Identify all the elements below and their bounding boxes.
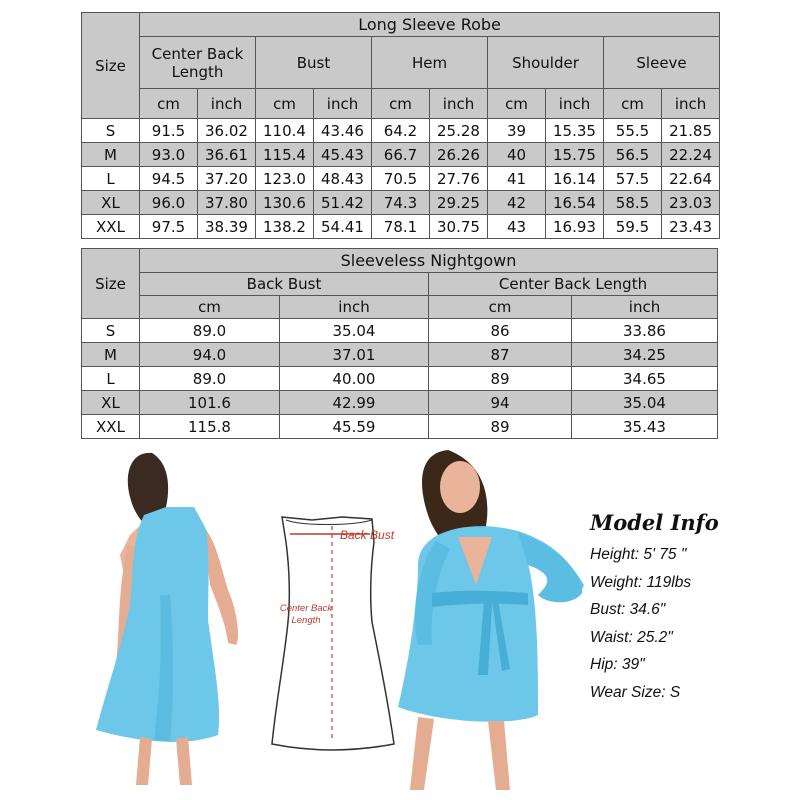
value-cell: 36.02 [198,119,256,143]
value-cell: 89 [429,415,572,439]
value-cell: 64.2 [372,119,430,143]
table-row [82,215,720,239]
value-cell: 37.20 [198,167,256,191]
robe-col-sleeve: Sleeve [604,37,720,89]
table-row [82,143,720,167]
value-cell: 34.25 [572,343,718,367]
value-cell: 35.04 [572,391,718,415]
value-cell: 94.0 [140,343,280,367]
value-cell: 89 [429,367,572,391]
value-cell: 15.75 [546,143,604,167]
value-cell: 38.39 [198,215,256,239]
model-back-photo [90,445,260,800]
value-cell: 138.2 [256,215,314,239]
unit-inch: inch [430,89,488,119]
robe-size-header: Size [82,13,140,119]
unit-inch: inch [546,89,604,119]
value-cell: 45.43 [314,143,372,167]
value-cell: 115.4 [256,143,314,167]
table-row [82,415,718,439]
value-cell: 25.28 [430,119,488,143]
value-cell: 54.41 [314,215,372,239]
model-front-photo [388,445,593,800]
table-row [82,367,718,391]
back-bust-label: Back Bust [340,528,395,542]
unit-inch: inch [572,296,718,319]
model-waist: Waist: 25.2" [590,628,673,646]
value-cell: 43 [488,215,546,239]
value-cell: 94 [429,391,572,415]
value-cell: 36.61 [198,143,256,167]
center-back-length-label [279,603,333,627]
value-cell: 86 [429,319,572,343]
size-cell: M [82,343,140,367]
value-cell: 29.25 [430,191,488,215]
value-cell: 16.93 [546,215,604,239]
size-cell: L [82,367,140,391]
value-cell: 74.3 [372,191,430,215]
gown-table-body [82,319,718,439]
gown-col-back-bust: Back Bust [140,273,429,296]
value-cell: 34.65 [572,367,718,391]
value-cell: 40 [488,143,546,167]
value-cell: 48.43 [314,167,372,191]
value-cell: 21.85 [662,119,720,143]
value-cell: 37.80 [198,191,256,215]
value-cell: 16.54 [546,191,604,215]
gown-table-title: Sleeveless Nightgown [140,249,718,273]
value-cell: 35.43 [572,415,718,439]
value-cell: 30.75 [430,215,488,239]
value-cell: 89.0 [140,367,280,391]
value-cell: 130.6 [256,191,314,215]
model-bust: Bust: 34.6" [590,601,666,618]
model-hip: Hip: 39" [590,656,645,673]
value-cell: 16.14 [546,167,604,191]
value-cell: 123.0 [256,167,314,191]
nightgown-size-table [81,248,718,439]
table-row [82,167,720,191]
unit-inch: inch [198,89,256,119]
size-cell: XXL [82,215,140,239]
value-cell: 26.26 [430,143,488,167]
value-cell: 55.5 [604,119,662,143]
value-cell: 22.64 [662,167,720,191]
gown-size-header: Size [82,249,140,319]
unit-cm: cm [604,89,662,119]
value-cell: 43.46 [314,119,372,143]
value-cell: 78.1 [372,215,430,239]
value-cell: 58.5 [604,191,662,215]
robe-col-bust: Bust [256,37,372,89]
size-cell: S [82,319,140,343]
value-cell: 70.5 [372,167,430,191]
value-cell: 51.42 [314,191,372,215]
table-row [82,119,720,143]
size-cell: S [82,119,140,143]
table-row [82,391,718,415]
size-cell: XXL [82,415,140,439]
robe-size-table [81,12,720,239]
value-cell: 115.8 [140,415,280,439]
robe-table-title: Long Sleeve Robe [140,13,720,37]
value-cell: 35.04 [280,319,429,343]
nightgown-flat-diagram [262,512,407,752]
unit-cm: cm [429,296,572,319]
value-cell: 37.01 [280,343,429,367]
table-row [82,191,720,215]
size-cell: XL [82,191,140,215]
size-cell: L [82,167,140,191]
gown-col-center-back: Center Back Length [429,273,718,296]
unit-cm: cm [140,89,198,119]
value-cell: 101.6 [140,391,280,415]
value-cell: 97.5 [140,215,198,239]
value-cell: 41 [488,167,546,191]
unit-inch: inch [314,89,372,119]
size-cell: M [82,143,140,167]
value-cell: 56.5 [604,143,662,167]
robe-col-hem: Hem [372,37,488,89]
value-cell: 93.0 [140,143,198,167]
unit-cm: cm [140,296,280,319]
unit-inch: inch [662,89,720,119]
value-cell: 22.24 [662,143,720,167]
value-cell: 45.59 [280,415,429,439]
value-cell: 23.03 [662,191,720,215]
value-cell: 39 [488,119,546,143]
value-cell: 15.35 [546,119,604,143]
value-cell: 40.00 [280,367,429,391]
value-cell: 87 [429,343,572,367]
model-info-title: Model Info [590,510,719,535]
value-cell: 33.86 [572,319,718,343]
unit-cm: cm [488,89,546,119]
model-height: Height: 5' 75 " [590,546,687,563]
value-cell: 94.5 [140,167,198,191]
robe-col-shoulder: Shoulder [488,37,604,89]
unit-cm: cm [372,89,430,119]
table-row [82,343,718,367]
value-cell: 57.5 [604,167,662,191]
unit-inch: inch [280,296,429,319]
value-cell: 42 [488,191,546,215]
table-row [82,319,718,343]
value-cell: 89.0 [140,319,280,343]
value-cell: 91.5 [140,119,198,143]
model-info-panel [590,510,795,706]
model-weight: Weight: 119lbs [590,573,692,591]
center-back-label-line1: Center Back [279,603,333,614]
unit-cm: cm [256,89,314,119]
value-cell: 66.7 [372,143,430,167]
value-cell: 42.99 [280,391,429,415]
size-cell: XL [82,391,140,415]
value-cell: 96.0 [140,191,198,215]
center-back-label-line2: Length [291,615,321,626]
model-wear-size: Wear Size: S [590,683,681,701]
value-cell: 23.43 [662,215,720,239]
value-cell: 110.4 [256,119,314,143]
value-cell: 59.5 [604,215,662,239]
robe-table-body [82,119,720,239]
value-cell: 27.76 [430,167,488,191]
robe-col-center-back: Center Back Length [140,37,256,89]
